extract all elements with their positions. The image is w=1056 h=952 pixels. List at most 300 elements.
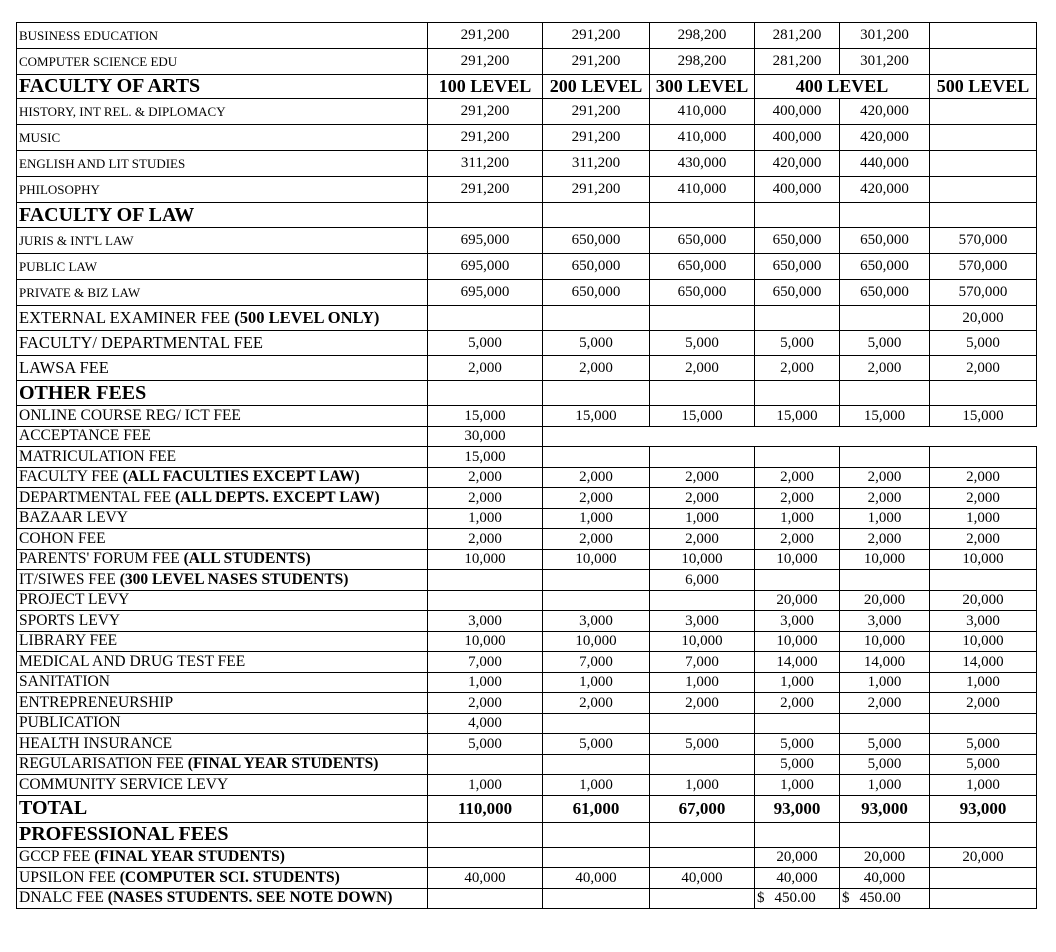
fee-cell: 650,000: [543, 228, 650, 254]
fee-cell: [755, 570, 840, 591]
fee-note: (COMPUTER SCI. STUDENTS): [119, 868, 340, 886]
fee-cell: [930, 99, 1037, 125]
fee-name: [17, 447, 428, 468]
table-row: [17, 488, 1037, 509]
fee-note: (FINAL YEAR STUDENTS): [94, 848, 285, 866]
fee-label: EXTERNAL EXAMINER FEE: [19, 308, 235, 327]
table-row: [17, 426, 1037, 447]
fee-cell: 695,000: [428, 228, 543, 254]
fee-label: IT/SIWES FEE: [19, 570, 120, 588]
table-row: [17, 693, 1037, 714]
fee-cell: [840, 713, 930, 734]
table-row: [17, 331, 1037, 356]
fee-cell: 2,000: [543, 488, 650, 509]
blank-cell: [755, 822, 840, 847]
fee-cell: [930, 23, 1037, 49]
blank-cell: [428, 822, 543, 847]
fee-cell: 2,000: [755, 529, 840, 550]
blank-cell: [840, 822, 930, 847]
fee-cell: 291,200: [543, 125, 650, 151]
table-row: [17, 775, 1037, 796]
fee-cell: 5,000: [840, 734, 930, 755]
fee-cell: [930, 868, 1037, 889]
fee-name: [17, 754, 428, 775]
fee-label: MEDICAL AND DRUG TEST FEE: [19, 652, 246, 670]
fee-cell: 1,000: [930, 672, 1037, 693]
fee-cell: 7,000: [428, 652, 543, 673]
fee-cell: 1,000: [650, 775, 755, 796]
section-title: FACULTY OF LAW: [17, 203, 428, 228]
fee-cell: [428, 847, 543, 868]
fee-name: [17, 611, 428, 632]
fee-cell: [840, 570, 930, 591]
table-row: [17, 280, 1037, 306]
fee-cell: [755, 713, 840, 734]
fee-cell: 2,000: [543, 529, 650, 550]
table-row: [17, 529, 1037, 550]
programme-name: HISTORY, INT REL. & DIPLOMACY: [17, 99, 428, 125]
programme-name: JURIS & INT'L LAW: [17, 228, 428, 254]
fee-cell: 2,000: [543, 693, 650, 714]
total-label: TOTAL: [17, 795, 428, 822]
fee-cell: 311,200: [428, 151, 543, 177]
fee-cell: [428, 754, 543, 775]
total-cell: 93,000: [930, 795, 1037, 822]
fee-cell: 10,000: [428, 549, 543, 570]
fee-cell: [650, 888, 755, 909]
fee-cell: [428, 888, 543, 909]
fee-cell: 15,000: [755, 406, 840, 427]
fee-cell: 2,000: [755, 356, 840, 381]
table-row: [17, 447, 1037, 468]
fee-cell: 1,000: [755, 672, 840, 693]
fee-label: SPORTS LEVY: [19, 611, 121, 629]
fee-name: [17, 590, 428, 611]
total-row: [17, 795, 1037, 822]
fee-label: PROJECT LEVY: [19, 591, 130, 609]
fee-cell: 570,000: [930, 254, 1037, 280]
fee-cell: [930, 151, 1037, 177]
table-row: [17, 99, 1037, 125]
table-row: [17, 652, 1037, 673]
fee-note: (300 LEVEL NASES STUDENTS): [119, 570, 349, 588]
table-row: [17, 125, 1037, 151]
fee-cell: 40,000: [650, 868, 755, 889]
fee-note: (NASES STUDENTS. SEE NOTE DOWN): [107, 889, 393, 907]
section-title: PROFESSIONAL FEES: [17, 822, 428, 847]
fee-label: FACULTY FEE: [19, 468, 123, 486]
fee-cell: 10,000: [840, 549, 930, 570]
level-header: 200 LEVEL: [543, 75, 650, 99]
fee-label: LIBRARY FEE: [19, 632, 118, 650]
fee-cell: [930, 125, 1037, 151]
fee-cell: 291,200: [543, 49, 650, 75]
fee-cell: 5,000: [543, 331, 650, 356]
fee-cell: 440,000: [840, 151, 930, 177]
fee-cell: [543, 590, 650, 611]
fee-cell: 20,000: [755, 590, 840, 611]
table-row: [17, 467, 1037, 488]
fee-cell: 5,000: [930, 331, 1037, 356]
fee-cell: [930, 177, 1037, 203]
fee-cell: 40,000: [755, 868, 840, 889]
fee-cell: [543, 570, 650, 591]
fee-cell: 2,000: [930, 488, 1037, 509]
fee-cell: 5,000: [650, 734, 755, 755]
table-row: [17, 734, 1037, 755]
fee-cell: [840, 447, 930, 468]
fee-name: [17, 426, 428, 447]
fee-cell: 10,000: [930, 549, 1037, 570]
total-cell: 110,000: [428, 795, 543, 822]
fee-cell: 2,000: [650, 356, 755, 381]
fee-cell: 2,000: [543, 356, 650, 381]
programme-name: PRIVATE & BIZ LAW: [17, 280, 428, 306]
fee-cell: 10,000: [543, 549, 650, 570]
level-header: 500 LEVEL: [930, 75, 1037, 99]
fee-cell: [543, 847, 650, 868]
fee-cell: 10,000: [428, 631, 543, 652]
fee-cell: 410,000: [650, 99, 755, 125]
fee-cell: 2,000: [650, 467, 755, 488]
fee-label: SANITATION: [19, 673, 110, 691]
fee-cell: 20,000: [755, 847, 840, 868]
fee-cell: 5,000: [428, 734, 543, 755]
fee-cell: [650, 754, 755, 775]
fee-cell: 650,000: [840, 254, 930, 280]
fee-cell: 420,000: [755, 151, 840, 177]
fee-label: ONLINE COURSE REG/ ICT FEE: [19, 406, 241, 424]
table-row: [17, 228, 1037, 254]
fee-cell: 570,000: [930, 228, 1037, 254]
fee-cell: 1,000: [755, 775, 840, 796]
fee-cell: 3,000: [755, 611, 840, 632]
fee-cell: 2,000: [840, 467, 930, 488]
fee-cell: [428, 306, 543, 331]
section-header-row: [17, 75, 1037, 99]
fee-cell: 650,000: [650, 254, 755, 280]
fee-cell: [650, 590, 755, 611]
programme-name: PHILOSOPHY: [17, 177, 428, 203]
fee-cell: 570,000: [930, 280, 1037, 306]
fee-cell: 281,200: [755, 49, 840, 75]
table-row: [17, 713, 1037, 734]
fee-cell: 410,000: [650, 177, 755, 203]
fee-name: [17, 847, 428, 868]
fee-cell: [543, 888, 650, 909]
fee-cell: [930, 713, 1037, 734]
fee-name: FACULTY/ DEPARTMENTAL FEE: [17, 331, 428, 356]
fee-cell: 1,000: [840, 508, 930, 529]
total-cell: 67,000: [650, 795, 755, 822]
fee-cell: 695,000: [428, 254, 543, 280]
fee-cell: 20,000: [930, 847, 1037, 868]
programme-name: COMPUTER SCIENCE EDU: [17, 49, 428, 75]
fee-name: [17, 888, 428, 909]
fee-name: [17, 529, 428, 550]
fee-cell: 5,000: [755, 331, 840, 356]
fee-cell: 5,000: [840, 331, 930, 356]
fee-cell: 15,000: [930, 406, 1037, 427]
fee-cell: 291,200: [543, 177, 650, 203]
fee-cell: 5,000: [930, 754, 1037, 775]
fee-cell: 400,000: [755, 99, 840, 125]
section-title: FACULTY OF ARTS: [17, 75, 428, 99]
fee-cell: 20,000: [840, 590, 930, 611]
fee-cell: 1,000: [543, 672, 650, 693]
section-header-row: [17, 822, 1037, 847]
fee-cell: 10,000: [840, 631, 930, 652]
fee-cell: 5,000: [755, 754, 840, 775]
table-row: [17, 549, 1037, 570]
fee-label: GCCP FEE: [19, 848, 95, 866]
fee-cell: 2,000: [428, 467, 543, 488]
fee-amount: 450.00: [859, 890, 901, 907]
fee-cell: [840, 306, 930, 331]
fee-cell: 410,000: [650, 125, 755, 151]
fee-cell: [930, 888, 1037, 909]
fee-cell: 14,000: [930, 652, 1037, 673]
fee-cell: 10,000: [930, 631, 1037, 652]
fee-cell: [543, 754, 650, 775]
fee-cell: 10,000: [650, 631, 755, 652]
fee-cell: 650,000: [755, 280, 840, 306]
fee-cell: 430,000: [650, 151, 755, 177]
fee-cell: 2,000: [930, 529, 1037, 550]
fee-cell: 650,000: [543, 254, 650, 280]
fee-label: UPSILON FEE: [19, 868, 120, 886]
fee-label: DNALC FEE: [19, 889, 108, 907]
fee-cell: 3,000: [840, 611, 930, 632]
fee-label: ACCEPTANCE FEE: [19, 427, 151, 445]
fee-name: [17, 631, 428, 652]
blank-cell: [543, 426, 1037, 447]
fee-label: DEPARTMENTAL FEE: [19, 488, 175, 506]
fee-cell: 15,000: [428, 447, 543, 468]
currency-symbol: $: [842, 890, 850, 907]
table-row: [17, 570, 1037, 591]
fee-cell: 3,000: [930, 611, 1037, 632]
table-row: [17, 847, 1037, 868]
fee-cell: [650, 847, 755, 868]
fee-cell: 2,000: [930, 693, 1037, 714]
fee-cell: 301,200: [840, 49, 930, 75]
fee-cell: 7,000: [543, 652, 650, 673]
fee-cell: 5,000: [840, 754, 930, 775]
fee-cell: 291,200: [428, 49, 543, 75]
fee-cell: 10,000: [755, 631, 840, 652]
fee-cell: 650,000: [650, 280, 755, 306]
fee-cell: 298,200: [650, 49, 755, 75]
fee-cell: [428, 590, 543, 611]
fee-cell: 2,000: [428, 529, 543, 550]
table-row: [17, 254, 1037, 280]
fee-note: (ALL STUDENTS): [183, 550, 311, 568]
programme-name: BUSINESS EDUCATION: [17, 23, 428, 49]
fee-cell: 5,000: [650, 331, 755, 356]
fee-note: (500 LEVEL ONLY): [234, 308, 380, 327]
fee-name: [17, 570, 428, 591]
table-row: [17, 611, 1037, 632]
level-header: 100 LEVEL: [428, 75, 543, 99]
fee-cell: 420,000: [840, 177, 930, 203]
fee-name: [17, 406, 428, 427]
fee-label: ENTREPRENEURSHIP: [19, 693, 174, 711]
table-row: [17, 177, 1037, 203]
fee-label: BAZAAR LEVY: [19, 509, 128, 527]
fee-name: [17, 868, 428, 889]
blank-cell: [930, 822, 1037, 847]
fee-cell: 1,000: [650, 508, 755, 529]
fee-cell: 291,200: [543, 99, 650, 125]
fee-name: [17, 734, 428, 755]
fee-cell: 5,000: [428, 331, 543, 356]
fee-cell: 6,000: [650, 570, 755, 591]
programme-name: ENGLISH AND LIT STUDIES: [17, 151, 428, 177]
fee-cell: 2,000: [755, 488, 840, 509]
fee-cell: 650,000: [755, 254, 840, 280]
section-title: OTHER FEES: [17, 381, 428, 406]
fee-cell: 2,000: [930, 467, 1037, 488]
fee-cell: 7,000: [650, 652, 755, 673]
fee-cell: 14,000: [840, 652, 930, 673]
fee-cell: [543, 306, 650, 331]
fee-cell: 650,000: [650, 228, 755, 254]
level-header: 300 LEVEL: [650, 75, 755, 99]
fee-cell: 400,000: [755, 125, 840, 151]
section-header-row: [17, 381, 1037, 406]
school-fees-table: [16, 22, 1037, 909]
fee-label: MATRICULATION FEE: [19, 447, 177, 465]
fee-cell: 291,200: [543, 23, 650, 49]
fee-label: COHON FEE: [19, 529, 106, 547]
fee-cell: 2,000: [755, 467, 840, 488]
table-row: [17, 151, 1037, 177]
fee-cell: 400,000: [755, 177, 840, 203]
fee-cell: 20,000: [930, 590, 1037, 611]
fee-cell: [650, 713, 755, 734]
fee-cell: 40,000: [428, 868, 543, 889]
fee-label: PARENTS' FORUM FEE: [19, 550, 184, 568]
fee-cell: 2,000: [650, 693, 755, 714]
fee-note: (ALL DEPTS. EXCEPT LAW): [175, 488, 380, 506]
fee-cell: 5,000: [543, 734, 650, 755]
fee-cell: 1,000: [428, 672, 543, 693]
table-row: [17, 23, 1037, 49]
fee-name: [17, 549, 428, 570]
fee-name: [17, 508, 428, 529]
fee-cell: 291,200: [428, 125, 543, 151]
fee-cell: 420,000: [840, 125, 930, 151]
fee-cell: 2,000: [543, 467, 650, 488]
fee-cell: 2,000: [650, 529, 755, 550]
fee-cell: 420,000: [840, 99, 930, 125]
fee-cell: [650, 306, 755, 331]
fee-cell: 281,200: [755, 23, 840, 49]
fee-cell: 2,000: [930, 356, 1037, 381]
fee-cell: 10,000: [755, 549, 840, 570]
fee-cell: 1,000: [930, 775, 1037, 796]
table-row: [17, 631, 1037, 652]
fee-cell: 3,000: [543, 611, 650, 632]
fee-name: [17, 693, 428, 714]
fee-cell: 650,000: [840, 228, 930, 254]
fee-cell: 2,000: [755, 693, 840, 714]
fee-cell: [428, 570, 543, 591]
fee-cell: [840, 888, 930, 909]
fee-label: HEALTH INSURANCE: [19, 734, 173, 752]
fee-cell: 15,000: [428, 406, 543, 427]
fee-cell: 1,000: [755, 508, 840, 529]
fee-cell: 15,000: [543, 406, 650, 427]
fee-cell: 15,000: [650, 406, 755, 427]
fee-label: COMMUNITY SERVICE LEVY: [19, 775, 229, 793]
fee-cell: 650,000: [840, 280, 930, 306]
fee-cell: 1,000: [428, 508, 543, 529]
table-row: [17, 754, 1037, 775]
blank-cell: [543, 822, 650, 847]
fee-cell: 650,000: [543, 280, 650, 306]
table-row: [17, 306, 1037, 331]
fee-cell: 301,200: [840, 23, 930, 49]
table-row: [17, 868, 1037, 889]
table-row: [17, 508, 1037, 529]
programme-name: MUSIC: [17, 125, 428, 151]
table-row: [17, 888, 1037, 909]
fee-cell: 2,000: [428, 693, 543, 714]
fee-cell: 1,000: [840, 775, 930, 796]
fee-cell: 311,200: [543, 151, 650, 177]
fee-name: [17, 672, 428, 693]
fee-cell: [755, 306, 840, 331]
fee-cell: 2,000: [428, 356, 543, 381]
fee-cell: 1,000: [428, 775, 543, 796]
fee-cell: [543, 447, 650, 468]
section-header-row: [17, 203, 1037, 228]
programme-name: PUBLIC LAW: [17, 254, 428, 280]
table-row: [17, 672, 1037, 693]
total-cell: 93,000: [755, 795, 840, 822]
fee-cell: 1,000: [930, 508, 1037, 529]
fee-cell: 3,000: [650, 611, 755, 632]
fee-cell: 1,000: [650, 672, 755, 693]
fee-cell: 10,000: [650, 549, 755, 570]
fee-cell: 291,200: [428, 177, 543, 203]
fee-name: LAWSA FEE: [17, 356, 428, 381]
fee-cell: 650,000: [755, 228, 840, 254]
fee-cell: 10,000: [543, 631, 650, 652]
fee-cell: 30,000: [428, 426, 543, 447]
fee-name: [17, 467, 428, 488]
fee-cell: 5,000: [930, 734, 1037, 755]
fee-cell: [543, 713, 650, 734]
fee-cell: 1,000: [543, 775, 650, 796]
fee-name: [17, 713, 428, 734]
fee-name: [17, 775, 428, 796]
fee-cell: 2,000: [840, 529, 930, 550]
fee-cell: 2,000: [840, 356, 930, 381]
fee-cell: 695,000: [428, 280, 543, 306]
fee-note: (FINAL YEAR STUDENTS): [187, 755, 379, 773]
fee-cell: 14,000: [755, 652, 840, 673]
fee-cell: 291,200: [428, 99, 543, 125]
fee-cell: 2,000: [840, 693, 930, 714]
fee-cell: [755, 888, 840, 909]
fee-cell: 40,000: [840, 868, 930, 889]
fee-cell: 5,000: [755, 734, 840, 755]
fee-note: (ALL FACULTIES EXCEPT LAW): [122, 468, 360, 486]
table-row: [17, 406, 1037, 427]
